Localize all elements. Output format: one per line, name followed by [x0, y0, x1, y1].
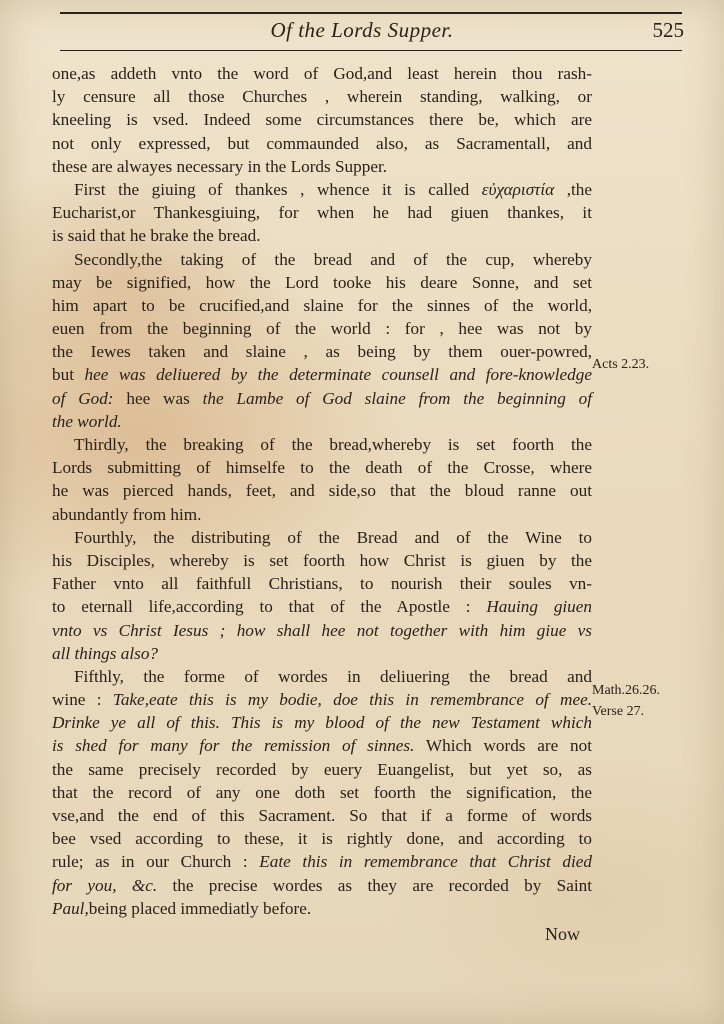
roman-text: one,as addeth vnto the word of God,and least herein thou rash-	[52, 64, 592, 83]
text-line	[52, 410, 592, 433]
margin-note-acts: Acts 2.23.	[592, 357, 650, 372]
body-text	[52, 62, 592, 920]
italic-text: Drinke ye all of this. This is my blood of the new Testament which	[52, 713, 592, 733]
roman-text: he was pierced hands, feet, and side,so that the bloud ranne out	[52, 481, 592, 501]
text-line	[52, 340, 592, 363]
roman-text: euen from the beginning of the world : for , hee was not by	[52, 319, 592, 339]
roman-text: is said that he brake the bread.	[52, 226, 261, 246]
roman-text: abundantly from him.	[52, 504, 202, 524]
roman-text: First the giuing of thankes , whence it is called	[74, 179, 482, 199]
text-line	[52, 108, 592, 131]
roman-text: the precise wordes as they are recorded by Saint	[157, 875, 592, 895]
roman-text: ly censure all those Churches , wherein standing, walking, or	[52, 87, 592, 107]
roman-text: his Disciples, whereby is set foorth how Christ is giuen by the	[52, 550, 592, 570]
roman-text: rule; as in our Church :	[52, 852, 260, 872]
roman-text: Eucharist,or Thankesgiuing, for when he had giuen thankes, it	[52, 203, 592, 223]
italic-text: vnto vs Christ Iesus ; how shall hee not together with him giue vs	[52, 620, 592, 640]
roman-text: ,the	[554, 179, 593, 199]
text-line	[52, 572, 592, 595]
italic-text: hee was deliuered by the determinate counsell and fore-knowledge	[84, 365, 592, 385]
text-line	[52, 897, 592, 920]
text-line	[52, 294, 592, 317]
roman-text: these are alwayes necessary in the Lords Supper.	[52, 156, 388, 176]
text-line	[52, 688, 592, 711]
text-line	[52, 479, 592, 502]
italic-text: the Lambe of God slaine from the beginning of	[202, 388, 592, 408]
text-line	[52, 874, 592, 897]
text-line	[52, 132, 592, 155]
roman-text: Which words are not	[414, 736, 592, 756]
roman-text: vse,and the end of this Sacrament. So that if a forme of words	[52, 806, 592, 825]
running-head: Of the Lords Supper.	[270, 18, 454, 42]
text-line	[52, 248, 592, 271]
roman-text: being placed immediatly before.	[88, 898, 312, 918]
text-line	[52, 363, 592, 386]
roman-text: bee vsed according to these, it is rightly done, and according to	[52, 829, 592, 849]
roman-text: to eternall life,according to that of the Apostle :	[52, 597, 487, 617]
roman-text: may be signified, how the Lord tooke his deare Sonne, and set	[52, 272, 592, 292]
top-rule	[60, 12, 682, 14]
roman-text: the Iewes taken and slaine , as being by them ouer-powred,	[52, 342, 592, 362]
roman-text: Thirdly, the breaking of the bread,whereby is set foorth the	[74, 435, 592, 454]
catchword: Now	[545, 924, 580, 944]
text-line	[52, 595, 592, 618]
page-number: 525	[652, 18, 684, 42]
italic-text: Eate this in remembrance that Christ died	[259, 852, 592, 872]
roman-text: not only expressed, but commaunded also, as Sacramentall, and	[52, 133, 592, 153]
roman-text: but	[52, 365, 85, 385]
text-line	[52, 62, 592, 85]
text-line	[52, 642, 592, 665]
text-line	[52, 665, 592, 688]
italic-text: for you, &c.	[52, 875, 158, 895]
text-line	[52, 619, 592, 642]
roman-text: wine :	[52, 690, 113, 710]
text-line	[52, 526, 592, 549]
italic-text: Take,eate this is my bodie, doe this in remembrance of mee.	[112, 690, 592, 710]
text-line	[52, 155, 592, 178]
text-line	[52, 781, 592, 804]
italic-text: Hauing giuen	[486, 597, 593, 617]
text-line	[52, 224, 592, 247]
margin-note-matthew: Math.26.26.	[592, 683, 661, 698]
italic-text: all things also?	[52, 643, 159, 663]
roman-text: hee was	[113, 388, 203, 408]
roman-text: Lords submitting of himselfe to the death of the Crosse, where	[52, 458, 592, 478]
text-line	[52, 804, 592, 827]
header-underline	[60, 50, 682, 51]
roman-text: the same precisely recorded by euery Euangelist, but yet so, as	[52, 759, 592, 779]
text-line	[52, 549, 592, 572]
text-line	[52, 387, 592, 410]
roman-text: Fifthly, the forme of wordes in deliuering the bread and	[74, 666, 592, 686]
italic-text: of God:	[52, 388, 114, 408]
roman-text: Father vnto all faithfull Christians, to nourish their soules vn-	[52, 574, 592, 594]
roman-text: Secondly,the taking of the bread and of the cup, whereby	[74, 249, 592, 269]
italic-text: the world.	[52, 411, 122, 431]
text-line	[52, 711, 592, 734]
text-line	[52, 734, 592, 757]
text-line	[52, 317, 592, 340]
roman-text: him apart to be crucified,and slaine for the sinnes of the world,	[52, 295, 592, 315]
roman-text: kneeling is vsed. Indeed some circumstances there be, which are	[52, 110, 592, 130]
text-line	[52, 433, 592, 456]
text-line	[52, 503, 592, 526]
italic-text: εὐχαριστία	[481, 179, 555, 199]
italic-text: is shed for many for the remission of sinnes.	[52, 736, 415, 756]
text-line	[52, 85, 592, 108]
text-line	[52, 201, 592, 224]
text-line	[52, 850, 592, 873]
roman-text: Fourthly, the distributing of the Bread and of the Wine to	[74, 527, 592, 547]
italic-text: Paul,	[52, 898, 89, 918]
text-line	[52, 271, 592, 294]
text-line	[52, 827, 592, 850]
text-line	[52, 178, 592, 201]
text-line	[52, 758, 592, 781]
text-line	[52, 456, 592, 479]
roman-text: that the record of any one doth set foorth the signification, the	[52, 782, 592, 802]
margin-note-verse: Verse 27.	[592, 704, 645, 719]
